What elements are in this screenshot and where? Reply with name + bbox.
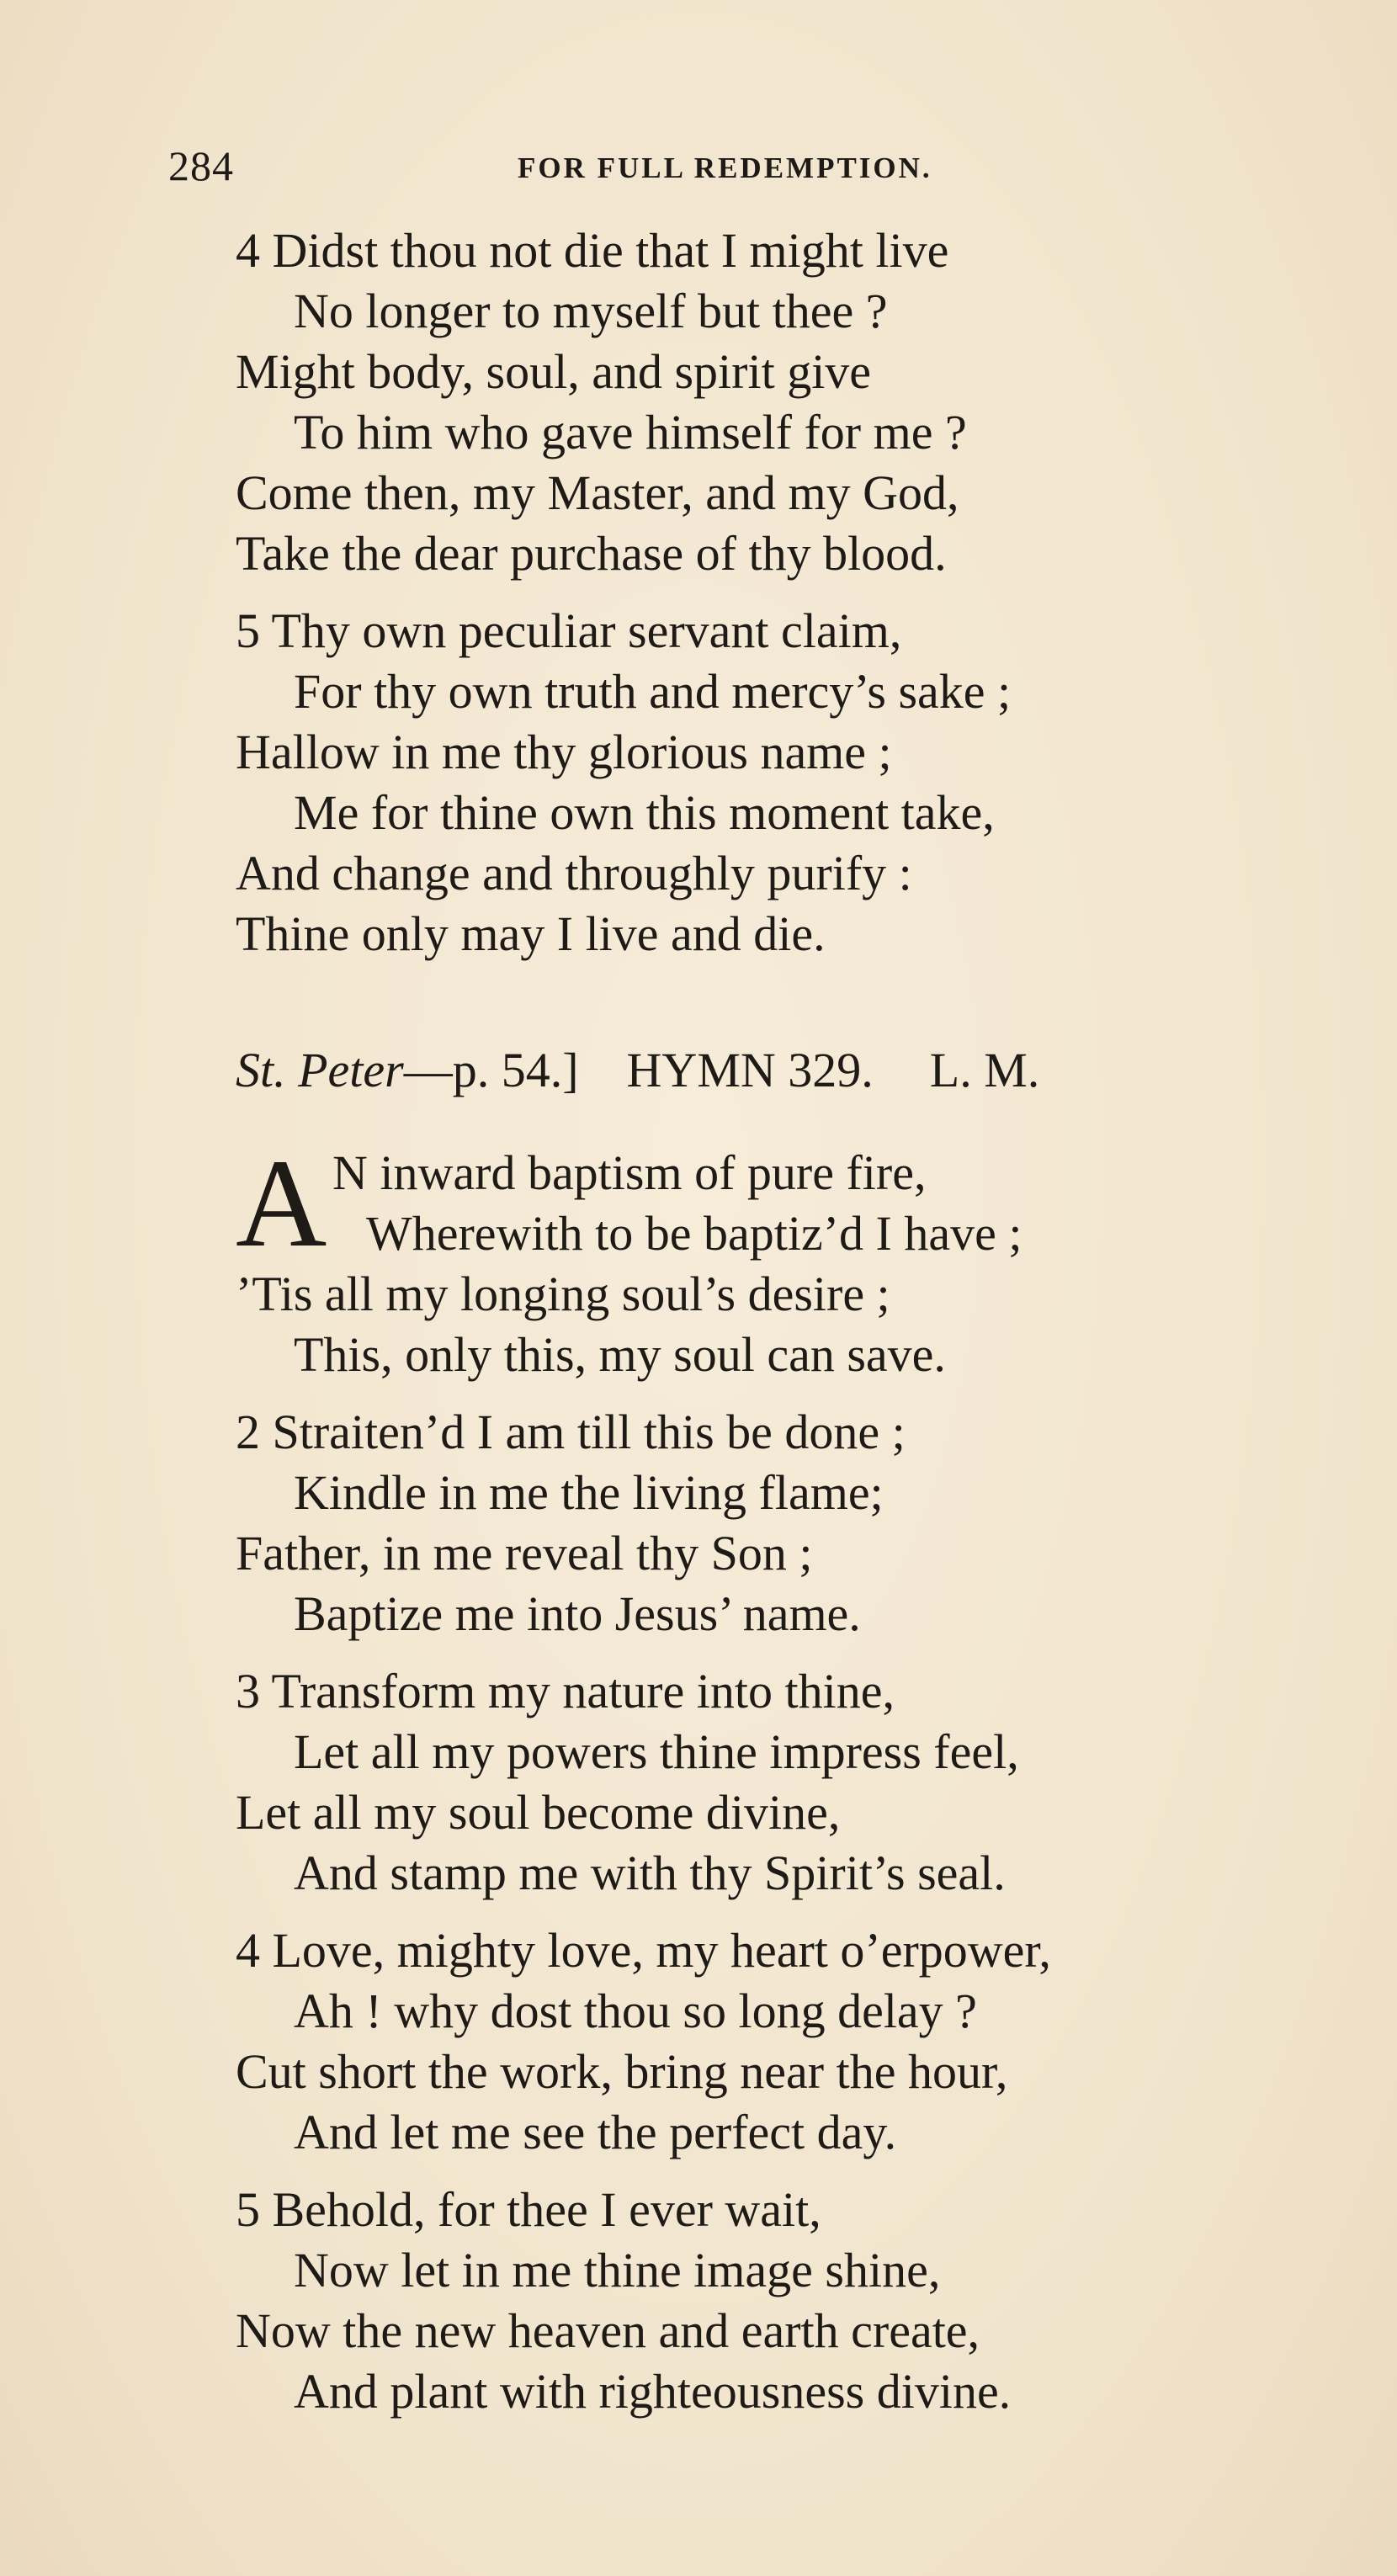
- verse-line: 4 Love, mighty love, my heart o’erpower,: [236, 1920, 1355, 1981]
- running-head: [168, 141, 1262, 200]
- hymn-source-ref: —p. 54.]: [403, 1043, 579, 1097]
- verse-line: This, only this, my soul can save.: [294, 1327, 946, 1382]
- stanza-number: 4: [236, 1923, 260, 1978]
- verse-line: 5 Behold, for thee I ever wait,: [236, 2180, 1355, 2240]
- verse-line: Thine only may I live and die.: [236, 906, 826, 961]
- previous-hymn: [236, 220, 1355, 981]
- verse-line: ’Tis all my longing soul’s desire ;: [236, 1267, 890, 1321]
- verse-line: Let all my powers thine impress feel,: [294, 1724, 1019, 1779]
- stanza-number: 3: [236, 1664, 260, 1718]
- stanza: [236, 1661, 1355, 1904]
- verse-line: And change and throughly purify :: [236, 846, 912, 900]
- stanza: [236, 2180, 1355, 2422]
- stanza: [236, 601, 1355, 964]
- running-title: FOR FULL REDEMPTION.: [518, 151, 932, 184]
- verse-line: Might body, soul, and spirit give: [236, 344, 872, 399]
- verse-line: Hallow in me thy glorious name ;: [236, 725, 892, 779]
- stanza-number: 5: [236, 603, 260, 658]
- verse-line: Baptize me into Jesus’ name.: [294, 1586, 861, 1641]
- verse-line: For thy own truth and mercy’s sake ;: [294, 664, 1012, 719]
- verse-line: Let all my soul become divine,: [236, 1785, 841, 1840]
- verse-line: Wherewith to be baptiz’d I have ;: [366, 1206, 1023, 1261]
- verse-line: To him who gave himself for me ?: [294, 405, 967, 459]
- verse-line: And plant with righteousness divine.: [294, 2364, 1012, 2419]
- verse-line: 3 Transform my nature into thine,: [236, 1661, 1355, 1722]
- hymn-meter: L. M.: [929, 1043, 1040, 1097]
- verse-line: And stamp me with thy Spirit’s seal.: [294, 1846, 1006, 1900]
- verse-line: And let me see the perfect day.: [294, 2105, 897, 2159]
- verse-line: Now let in me thine image shine,: [294, 2243, 941, 2297]
- stanza: [236, 1402, 1355, 1644]
- page-number: 284: [168, 142, 234, 189]
- verse-line: 5 Thy own peculiar servant claim,: [236, 601, 1355, 661]
- stanza: [236, 1920, 1355, 2163]
- verse-line: Cut short the work, bring near the hour,: [236, 2044, 1008, 2099]
- verse-line: No longer to myself but thee ?: [294, 284, 888, 338]
- stanza-number: 4: [236, 223, 260, 278]
- hymn-source: St. Peter: [236, 1043, 404, 1097]
- verse-line: Now the new heaven and earth create,: [236, 2303, 980, 2358]
- stanza: [236, 1134, 1355, 1385]
- stanza-number: 2: [236, 1405, 260, 1459]
- stanza: [236, 220, 1355, 584]
- verse-line: Father, in me reveal thy Son ;: [236, 1526, 813, 1580]
- stanza-number: 5: [236, 2182, 260, 2237]
- verse-line: Kindle in me the living flame;: [294, 1465, 884, 1520]
- verse-line: Ah ! why dost thou so long delay ?: [294, 1984, 977, 2038]
- verse-line: Come then, my Master, and my God,: [236, 465, 959, 520]
- verse-line: N inward baptism of pure fire,: [332, 1145, 927, 1200]
- verse-line: 4 Didst thou not die that I might live: [236, 220, 1355, 281]
- verse-line: Me for thine own this moment take,: [294, 785, 995, 840]
- verse-line: Take the dear purchase of thy blood.: [236, 526, 947, 581]
- hymn-heading: [236, 1037, 1355, 1104]
- hymn-title: HYMN 329.: [626, 1043, 874, 1097]
- hymn-329-body: [236, 1134, 1355, 2439]
- verse-line: 2 Straiten’d I am till this be done ;: [236, 1402, 1355, 1463]
- drop-cap: A: [236, 1134, 327, 1273]
